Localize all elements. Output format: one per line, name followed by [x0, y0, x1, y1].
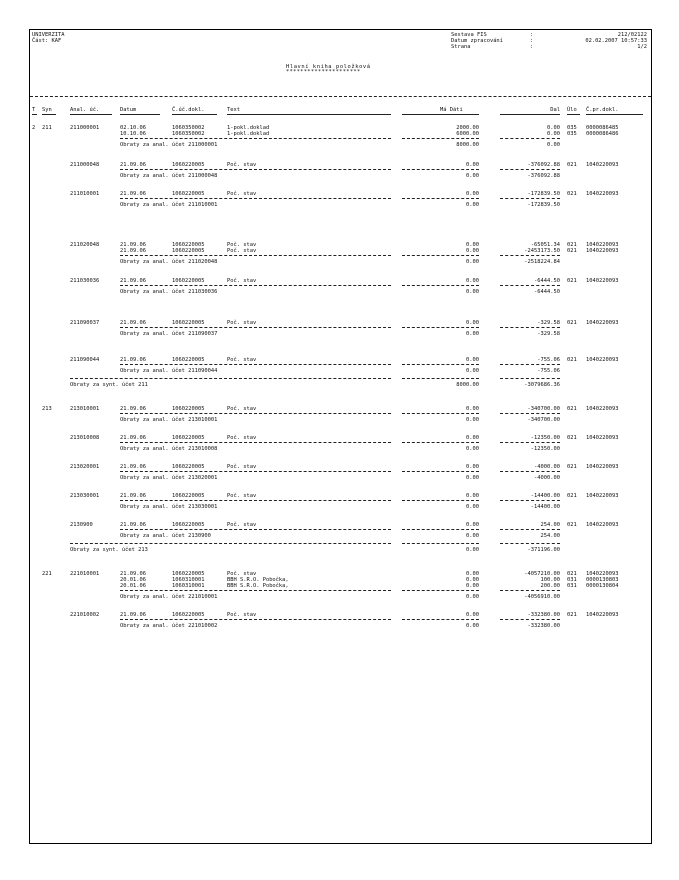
row-pr-doc: 1040220093 [586, 493, 619, 499]
row-dal: -14400.00 [530, 493, 560, 499]
row-doc-number: 1060310001 [172, 583, 205, 589]
row-date: 21.09.06 [120, 522, 146, 528]
row-date: 21.09.06 [120, 320, 146, 326]
anal-sum-md: 0.00 [466, 289, 479, 295]
row-doc-number: 1060220005 [172, 612, 205, 618]
separator-line [402, 442, 479, 443]
row-pr-doc: 0000130804 [586, 583, 619, 589]
row-ulo: 035 [567, 131, 577, 137]
row-md: 0.00 [466, 191, 479, 197]
row-date: 21.09.06 [120, 278, 146, 284]
row-date: 21.09.06 [120, 493, 146, 499]
separator-line [402, 364, 479, 365]
separator-line [402, 285, 479, 286]
separator-line [500, 378, 560, 379]
row-doc-number: 1060310001 [172, 577, 205, 583]
row-dal: -65051.34 [530, 242, 560, 248]
synt-sum-md: 0.00 [466, 547, 479, 553]
row-dal: -4000.00 [534, 464, 560, 470]
row-dal: -332380.00 [527, 612, 560, 618]
col-underline [402, 114, 479, 115]
row-pr-doc: 0000086485 [586, 125, 619, 131]
row-md: 0.00 [466, 248, 479, 254]
row-pr-doc: 1040220093 [586, 242, 619, 248]
separator-line [500, 471, 560, 472]
row-date: 21.09.06 [120, 162, 146, 168]
row-dal: 200.00 [540, 583, 560, 589]
separator-line [120, 255, 391, 256]
row-doc-number: 1060350002 [172, 125, 205, 131]
row-date: 20.01.06 [120, 577, 146, 583]
row-date: 21.09.06 [120, 357, 146, 363]
col-underline [586, 114, 643, 115]
row-pr-doc: 1040220093 [586, 278, 619, 284]
anal-sum-dal: -329.58 [537, 331, 560, 337]
col-underline [227, 114, 391, 115]
separator-line [402, 169, 479, 170]
row-pr-doc: 1040220093 [586, 357, 619, 363]
separator-line [500, 543, 560, 544]
row-doc-number: 1060220005 [172, 320, 205, 326]
row-date: 21.09.06 [120, 464, 146, 470]
row-text: Poč. stav [227, 248, 257, 254]
row-pr-doc: 1040220093 [586, 464, 619, 470]
row-doc-number: 1060220005 [172, 464, 205, 470]
colon: : [530, 38, 534, 44]
col-underline [567, 114, 580, 115]
row-date: 10.10.06 [120, 131, 146, 137]
col-anal: Anal. úč. [70, 107, 100, 113]
row-ulo: 021 [567, 464, 577, 470]
row-doc-number: 1060220005 [172, 162, 205, 168]
row-dal: -4057210.00 [524, 571, 560, 577]
separator-line [500, 285, 560, 286]
processing-date-value: 02.02.2007 10:57:33 [585, 38, 647, 44]
anal-sum-md: 0.00 [466, 417, 479, 423]
row-doc-number: 1060220005 [172, 406, 205, 412]
row-dal: 100.00 [540, 577, 560, 583]
row-text: Poč. stav [227, 493, 257, 499]
row-md: 0.00 [466, 278, 479, 284]
analytic-account: 2130900 [70, 522, 93, 528]
row-doc-number: 1060220005 [172, 493, 205, 499]
analytic-account: 213020001 [70, 464, 100, 470]
row-ulo: 021 [567, 571, 577, 577]
separator-line [402, 590, 479, 591]
row-dal: -2453173.50 [524, 248, 560, 254]
row-dal: -172839.50 [527, 191, 560, 197]
separator-line [120, 198, 391, 199]
anal-sum-label: Obraty za anal. účet 211030036 [120, 289, 218, 295]
col-prdokl: Č.pr.dokl. [586, 107, 619, 113]
row-doc-number: 1060220005 [172, 248, 205, 254]
separator-line [500, 255, 560, 256]
row-date: 02.10.06 [120, 125, 146, 131]
row-dal: 254.00 [540, 522, 560, 528]
anal-sum-dal: -332380.00 [527, 623, 560, 629]
row-date: 21.09.06 [120, 571, 146, 577]
row-pr-doc: 0000086486 [586, 131, 619, 137]
analytic-account: 211000048 [70, 162, 100, 168]
separator-line [120, 529, 391, 530]
page-label: Strana [451, 44, 471, 50]
row-dal: -329.58 [537, 320, 560, 326]
row-pr-doc: 1040220093 [586, 522, 619, 528]
row-ulo: 021 [567, 493, 577, 499]
anal-sum-md: 0.00 [466, 475, 479, 481]
anal-sum-label: Obraty za anal. účet 211090044 [120, 368, 218, 374]
separator-line [402, 198, 479, 199]
anal-sum-dal: -376092.88 [527, 173, 560, 179]
row-pr-doc: 0000130803 [586, 577, 619, 583]
synt-sum-dal: -371196.00 [527, 547, 560, 553]
row-date: 21.09.06 [120, 612, 146, 618]
row-dal: -6444.50 [534, 278, 560, 284]
separator-line [402, 378, 479, 379]
row-text: Poč. stav [227, 571, 257, 577]
row-ulo: 021 [567, 320, 577, 326]
separator-line [120, 590, 391, 591]
analytic-account: 213010008 [70, 435, 100, 441]
row-pr-doc: 1040220093 [586, 612, 619, 618]
row-dal: -755.06 [537, 357, 560, 363]
anal-sum-dal: 0.00 [547, 142, 560, 148]
col-underline [120, 114, 160, 115]
separator-line [500, 590, 560, 591]
col-ulo: Úlo [567, 107, 577, 113]
row-md: 0.00 [466, 571, 479, 577]
separator-line [402, 255, 479, 256]
row-date: 21.09.06 [120, 248, 146, 254]
analytic-account: 211000001 [70, 125, 100, 131]
synthetic-account: 211 [42, 125, 52, 131]
row-text: BBH S.R.O. Pobočka, [227, 577, 289, 583]
anal-sum-label: Obraty za anal. účet 213030001 [120, 504, 218, 510]
separator-line [402, 543, 479, 544]
separator-line [500, 138, 560, 139]
report-page [29, 29, 652, 844]
anal-sum-md: 0.00 [466, 594, 479, 600]
separator-line [500, 364, 560, 365]
row-pr-doc: 1040220093 [586, 320, 619, 326]
anal-sum-md: 0.00 [466, 446, 479, 452]
row-pr-doc: 1040220093 [586, 162, 619, 168]
separator-line [120, 471, 391, 472]
separator-line [500, 442, 560, 443]
anal-sum-dal: -2518224.84 [524, 259, 560, 265]
analytic-account: 211090044 [70, 357, 100, 363]
report-title-underline: ********************* [286, 69, 361, 75]
analytic-account: 213010001 [70, 406, 100, 412]
row-dal: -340700.00 [527, 406, 560, 412]
analytic-account: 211090037 [70, 320, 100, 326]
separator-line [402, 327, 479, 328]
anal-sum-dal: -6444.50 [534, 289, 560, 295]
anal-sum-md: 0.00 [466, 623, 479, 629]
row-ulo: 031 [567, 583, 577, 589]
row-ulo: 021 [567, 435, 577, 441]
row-ulo: 021 [567, 406, 577, 412]
separator-line [500, 327, 560, 328]
row-md: 0.00 [466, 162, 479, 168]
row-date: 21.09.06 [120, 406, 146, 412]
row-md: 0.00 [466, 612, 479, 618]
separator-line [500, 619, 560, 620]
org-part: Část: KAF [32, 38, 62, 44]
row-md: 0.00 [466, 320, 479, 326]
separator-line [120, 413, 391, 414]
processing-date-label: Datum zpracování [451, 38, 503, 44]
row-ulo: 021 [567, 522, 577, 528]
anal-sum-label: Obraty za anal. účet 213020001 [120, 475, 218, 481]
row-ulo: 035 [567, 125, 577, 131]
anal-sum-dal: -14400.00 [530, 504, 560, 510]
separator-line [120, 442, 391, 443]
row-pr-doc: 1040220093 [586, 191, 619, 197]
separator-line [120, 138, 391, 139]
separator-line [402, 529, 479, 530]
anal-sum-dal: -4000.00 [534, 475, 560, 481]
row-doc-number: 1060220005 [172, 278, 205, 284]
col-text: Text [227, 107, 240, 113]
col-underline [42, 114, 56, 115]
separator-line [500, 500, 560, 501]
row-dal: -12350.00 [530, 435, 560, 441]
separator-line [500, 413, 560, 414]
synt-sum-md: 8000.00 [456, 382, 479, 388]
row-text: Poč. stav [227, 357, 257, 363]
anal-sum-md: 0.00 [466, 173, 479, 179]
col-underline [500, 114, 560, 115]
report-code-value: 212/02122 [617, 32, 647, 38]
row-text: Poč. stav [227, 522, 257, 528]
separator-line [120, 169, 391, 170]
col-dal: Dal [550, 107, 560, 113]
row-md: 2000.00 [456, 125, 479, 131]
anal-sum-dal: -340700.00 [527, 417, 560, 423]
row-ulo: 031 [567, 577, 577, 583]
separator-line [402, 138, 479, 139]
row-doc-number: 1060220005 [172, 242, 205, 248]
anal-sum-md: 0.00 [466, 504, 479, 510]
anal-sum-dal: -12350.00 [530, 446, 560, 452]
anal-sum-dal: 254.00 [540, 533, 560, 539]
row-doc-number: 1060350002 [172, 131, 205, 137]
anal-sum-label: Obraty za anal. účet 213010001 [120, 417, 218, 423]
row-dal: 0.00 [547, 131, 560, 137]
col-syn: Syn [42, 107, 52, 113]
anal-sum-label: Obraty za anal. účet 213010008 [120, 446, 218, 452]
row-pr-doc: 1040220093 [586, 248, 619, 254]
separator-line [402, 471, 479, 472]
row-doc-number: 1060220005 [172, 357, 205, 363]
row-text: Poč. stav [227, 435, 257, 441]
anal-sum-label: Obraty za anal. účet 221010002 [120, 623, 218, 629]
analytic-account: 221010001 [70, 571, 100, 577]
anal-sum-md: 0.00 [466, 202, 479, 208]
synthetic-account: 213 [42, 406, 52, 412]
org-name: UNIVERZITA [32, 32, 65, 38]
anal-sum-label: Obraty za anal. účet 211000001 [120, 142, 218, 148]
separator-line [120, 285, 391, 286]
col-md: Má Dáti [440, 107, 463, 113]
separator-line [120, 327, 391, 328]
row-md: 0.00 [466, 583, 479, 589]
anal-sum-md: 0.00 [466, 259, 479, 265]
row-ulo: 021 [567, 278, 577, 284]
separator-line [500, 198, 560, 199]
separator-line [402, 500, 479, 501]
separator-line [402, 619, 479, 620]
col-doklad: Č.úč.dokl. [172, 107, 205, 113]
row-ulo: 021 [567, 162, 577, 168]
row-text: Poč. stav [227, 278, 257, 284]
row-pr-doc: 1040220093 [586, 435, 619, 441]
row-md: 6000.00 [456, 131, 479, 137]
row-pr-doc: 1040220093 [586, 571, 619, 577]
row-doc-number: 1060220005 [172, 435, 205, 441]
row-text: Poč. stav [227, 191, 257, 197]
row-md: 0.00 [466, 357, 479, 363]
row-text: Poč. stav [227, 242, 257, 248]
row-date: 21.09.06 [120, 191, 146, 197]
colon: : [530, 44, 534, 50]
row-text: Poč. stav [227, 612, 257, 618]
report-title: Hlavní kniha položková [286, 64, 371, 70]
analytic-account: 211010001 [70, 191, 100, 197]
anal-sum-label: Obraty za anal. účet 2130900 [120, 533, 211, 539]
row-doc-number: 1060220005 [172, 191, 205, 197]
anal-sum-label: Obraty za anal. účet 211090037 [120, 331, 218, 337]
row-md: 0.00 [466, 406, 479, 412]
anal-sum-md: 0.00 [466, 331, 479, 337]
anal-sum-dal: -172839.50 [527, 202, 560, 208]
separator-line [70, 378, 391, 379]
row-md: 0.00 [466, 435, 479, 441]
row-text: Poč. stav [227, 464, 257, 470]
anal-sum-md: 0.00 [466, 533, 479, 539]
row-md: 0.00 [466, 242, 479, 248]
row-date: 21.09.06 [120, 242, 146, 248]
anal-sum-dal: -4056910.00 [524, 594, 560, 600]
separator-line [402, 413, 479, 414]
row-text: Poč. stav [227, 162, 257, 168]
synthetic-account: 221 [42, 571, 52, 577]
entry-type: 2 [32, 125, 36, 131]
anal-sum-label: Obraty za anal. účet 211000048 [120, 173, 218, 179]
anal-sum-label: Obraty za anal. účet 211020048 [120, 259, 218, 265]
anal-sum-dal: -755.06 [537, 368, 560, 374]
row-date: 21.09.06 [120, 435, 146, 441]
separator-line [70, 543, 391, 544]
separator-line [120, 619, 391, 620]
row-date: 20.01.06 [120, 583, 146, 589]
page-number-value: 1/2 [637, 44, 647, 50]
row-dal: 0.00 [547, 125, 560, 131]
analytic-account: 211020048 [70, 242, 100, 248]
separator-line [120, 364, 391, 365]
col-t: T [32, 107, 36, 113]
row-ulo: 021 [567, 191, 577, 197]
row-text: Poč. stav [227, 320, 257, 326]
synt-sum-label: Obraty za synt. účet 213 [70, 547, 148, 553]
row-md: 0.00 [466, 577, 479, 583]
colon: : [530, 32, 534, 38]
row-md: 0.00 [466, 493, 479, 499]
col-underline [172, 114, 217, 115]
col-datum: Datum [120, 107, 137, 113]
row-ulo: 021 [567, 357, 577, 363]
row-pr-doc: 1040220093 [586, 406, 619, 412]
anal-sum-md: 0.00 [466, 368, 479, 374]
separator-line [500, 529, 560, 530]
row-text: 1-pokl.doklad [227, 125, 270, 131]
analytic-account: 221010002 [70, 612, 100, 618]
row-ulo: 021 [567, 612, 577, 618]
analytic-account: 213030001 [70, 493, 100, 499]
row-md: 0.00 [466, 464, 479, 470]
separator-line [120, 500, 391, 501]
row-text: 1-pokl.doklad [227, 131, 270, 137]
synt-sum-label: Obraty za synt. účet 211 [70, 382, 148, 388]
row-doc-number: 1060220005 [172, 522, 205, 528]
col-underline [70, 114, 112, 115]
row-ulo: 021 [567, 248, 577, 254]
row-text: Poč. stav [227, 406, 257, 412]
row-ulo: 021 [567, 242, 577, 248]
anal-sum-label: Obraty za anal. účet 211010001 [120, 202, 218, 208]
row-doc-number: 1060220005 [172, 571, 205, 577]
synt-sum-dal: -3079686.36 [524, 382, 560, 388]
row-dal: -376092.88 [527, 162, 560, 168]
anal-sum-md: 8000.00 [456, 142, 479, 148]
col-underline [32, 114, 37, 115]
report-code-label: Sestava FIS [451, 32, 487, 38]
header-divider [30, 96, 651, 97]
anal-sum-label: Obraty za anal. účet 221010001 [120, 594, 218, 600]
separator-line [500, 169, 560, 170]
analytic-account: 211030036 [70, 278, 100, 284]
row-text: BBH S.R.O. Pobočka, [227, 583, 289, 589]
row-md: 0.00 [466, 522, 479, 528]
